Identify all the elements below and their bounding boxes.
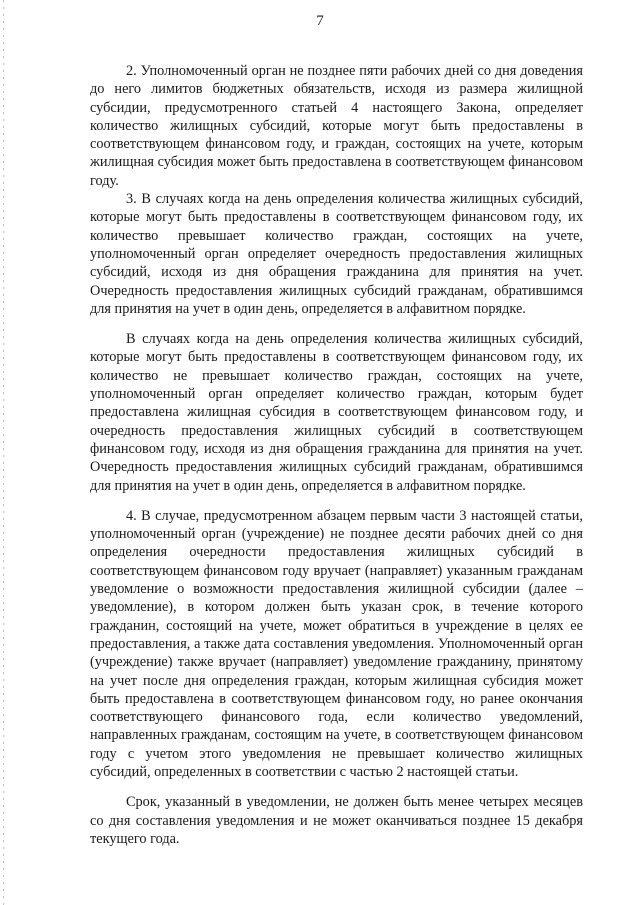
paragraph-spacer (90, 781, 583, 793)
paragraph-3-second-clause: В случаях когда на день определения количества жилищных субсидий, которые могут быть предоставлены в соответствующем финансовом году, их количество не превышает количество граждан, состоящих на учете, уполномоченный орган определяет количество граждан, которым будет предоставлена жилищная субсидия в соответствующем финансовом году, и очередность предоставления жилищных субсидий в соответствующем финансовом году, исходя из дня обращения гражданина для принятия на учет. Очередность предоставления жилищных субсидий гражданам, обратившимся для принятия на учет в один день, определяется в алфавитном порядке. (90, 331, 583, 494)
paragraph-4: 4. В случае, предусмотренном абзацем первым части 3 настоящей статьи, уполномоченный орган (учреждение) не позднее десяти рабочих дней со дня определения очередности предоставления жилищных субсидий в соответствующем финансовом году вручает (направляет) указанным гражданам уведомление о возможности предоставления жилищной субсидии (далее – уведомление), в котором должен быть указан срок, в течение которого гражданин, состоящий на учете, может обратиться в учреждение в целях ее предоставления, а также дата составления уведомления. Уполномоченный орган (учреждение) также вручает (направляет) уведомление гражданину, принятому на учет после дня определения граждан, которым жилищная субсидия может быть предоставлена в соответствующем финансовом году, но ранее окончания соответствующего финансового года, если количество уведомлений, направленных гражданам, состоящим на учете, в соответствующем финансовом году с учетом этого уведомления не превышает количество жилищных субсидий, определенных в соответствии с частью 2 настоящей статьи. (90, 507, 583, 780)
paragraph-3: 3. В случаях когда на день определения количества жилищных субсидий, которые могут быть предоставлены в соответствующем финансовом году, их количество превышает количество граждан, состоящих на учете, уполномоченный орган определяет очередность предоставления жилищных субсидий, исходя из дня обращения гражданина для принятия на учет. Очередность предоставления жилищных субсидий гражданам, обратившимся для принятия на учет в один день, определяется в алфавитном порядке. (90, 191, 583, 317)
paragraph-spacer (90, 318, 583, 330)
paragraph-2: 2. Уполномоченный орган не позднее пяти рабочих дней со дня доведения до него лимитов бюджетных обязательств, исходя из размера жилищной субсидии, предусмотренного статьей 4 настоящего Закона, определяет количество жилищных субсидий, которые могут быть предоставлены в соответствующем финансовом году, и граждан, состоящих на учете, которым жилищная субсидия может быть предоставлена в соответствующем финансовом году. (90, 63, 583, 189)
paragraph-spacer (90, 495, 583, 507)
page-number: 7 (316, 13, 324, 29)
paragraph-4-deadline: Срок, указанный в уведомлении, не должен быть менее четырех месяцев со дня составления уведомления и не может оканчиваться позднее 15 декабря текущего года. (90, 794, 583, 847)
scan-edge-line (3, 0, 4, 905)
document-body (90, 62, 583, 848)
